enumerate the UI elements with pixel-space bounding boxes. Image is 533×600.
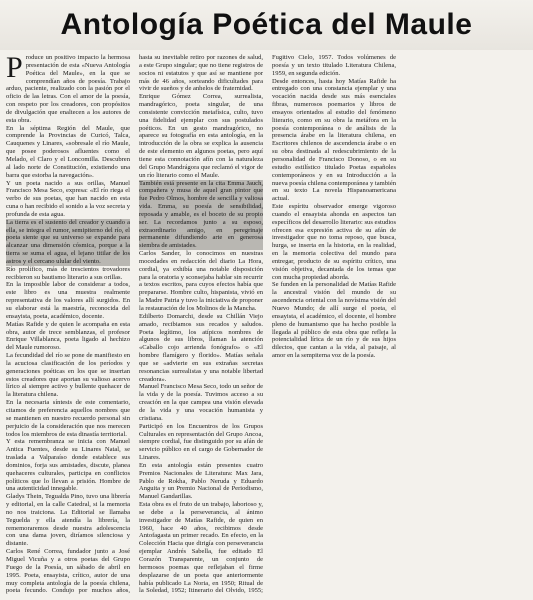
article-paragraph: Se funden en la personalidad de Matías Rafide la ancestral visión del mundo de su ascendencia oriental con la novísima visión del Nuevo Mundo; de allí surge el poeta, el ensayista, el académico, el docente, el hombre pleno de humanismo que ha hecho posible la llegada al público de esta obra que refleja la potencialidad lírica de un río y de sus hijos dilectos, que cantan a la vida, al paisaje, al amor en la sempiterna voz de la poesía. bbox=[272, 281, 396, 360]
article-paragraph: En la necesaria síntesis de este comentario, citamos de preferencia aquellos nombres que se mantienen en nuestro recuerdo personal sin perjuicio de la consideración que nos merecen todos los miembros de esta dinastía territorial. bbox=[6, 399, 130, 438]
article-paragraph: En la séptima Región del Maule, que comprende la Provincias de Curicó, Talca, Cauquenes y Linares, «sobresale el río Maule, que posee poderosos afluentes como el Melado, el Claro y el Loncomilla. Descubren al lado norte de Constitución, existiendo una barra que estorba la navegación». bbox=[6, 124, 130, 179]
article-paragraph: Carlos Sander, lo conocimos en nuestras mocedades en redacción del diario La Hora, cordial, ya exhibía una notable disposición para la oratoria y sconsejaba hablar sin recurrir a textos escritos, para cuyos efectos había que prepararse. Hombre culto, hispanista, vivió en la Madre Patria y tuvo la iniciativa de proponer la restauración de los Molinos de la Mancha. bbox=[139, 250, 263, 312]
article-paragraph: Edilberto Domarchi, desde su Chillán Viejo amado, recibiamos sus recados y saludos. Poeta legítimo, los atípicos nombres de algunos de sus libros, llaman la atención «Caballo cojo arrienda fonógrafo» o «El hombre flamígero y florido». Matías señala que se «advierte en sus extrañas secretas resonancias surrealistas y una notable libertad creadora». bbox=[139, 312, 263, 383]
article-paragraph: La fecundidad del río se pone de manifiesto en la acuciosa clasificación de los períodos y generaciones poéticas en los que se insertan estos creadores que aportan su valioso acervo lírico al siempre activo y bullente quehacer de la literatura chilena. bbox=[6, 352, 130, 399]
headline: Antología Poética del Maule bbox=[0, 0, 533, 50]
article-paragraph: Produce un positivo impacto la hermosa presentación de esta «Nueva Antología Poética del Maule», en la que se comprendían años de poesía. Trabajo arduo, paciente, realizado con la pasión por el oficio de las letras. Con el amor de la poesía, con respeto por los creadores, con propósitos de divulgación que enaltecen a los autores de esta obra. bbox=[6, 54, 130, 124]
article-paragraph: Manuel Francisco Mesa Seco, todo un señor de la vida y de la poesía. Tuvimos acceso a su creación en la que campea una visión elevada de la vida y una vocación humanista y cristiana. bbox=[139, 383, 263, 422]
article-paragraph: En la imposible labor de considerar a todos, este libro es una muestra realmente representativa de los valores allí surgidos. En su elaborar está la maestría, reconocida del ensayista, poeta, académico, docente. bbox=[6, 281, 130, 320]
article-paragraph: Este espíritu observador emerge vigoroso cuando el ensayista ahonda en aspectos tan específicos del desarrollo literario: sus estudios ofrecen esa expresión activa de su afán de investigador que no toma reposo, que busca, hurga, se inserta en la historia, en la realidad, en la memoria colectiva del mundo para entregar, producto de su espíritu crítico, una visión objetiva, decantada de los temas que con mucha propiedad aborda. bbox=[272, 203, 396, 281]
article-paragraph: También está presente en la cita Emma Jauch, compañera y musa de aquel gran pintor que fue Pedro Olmos, hombre de sencilla y valiosa vida. Emma, su poesía de sensibilidad, reposada y amable, es el boceto de su propio ser. La recordamos junto a su esposo, extraordinario amigo, en peregrinaje permanente difundiendo arte en generosa siembra de amistades. bbox=[139, 179, 263, 250]
article-paragraph: Gladys Thein, Tegualda Pino, tuvo una librería y editorial, en la calle Catedral, si la memoria no nos traiciona. La Editorial se llamaba Teguelda y ella atendía la librería, la rememoraremos desde nuestra adolescencia con una dama joven, diríamos silenciosa y distante. bbox=[6, 493, 130, 548]
article-paragraph: Y un poeta nacido a sus orillas, Manuel Francisco Mesa Seco, expresa: «El río riega el verbo de sus poetas, que han nacido en esta cuna o han recibido el sonido a la voz secreta y profunda de esta agua. bbox=[6, 179, 130, 218]
article-paragraph: Carlos René Correa, fundador junto a José Miguel Vicuña y a otros poetas del Grupo Fuego de la Poesía, un sábado de abril en 1995. Poeta, ensayista, crítico, autor de una muy completa antología de la poesía chilena, poeta fecundo. Condujo por muchos años, hasta su inevitable retiro por razones de salud, a este Grupo singular; que no tiene registros de socios ni estatutos y que así se mantiene por más de 46 años, sorteando dificultades para vivir de sueños y de anhelos de fraternidad. bbox=[6, 54, 263, 595]
article-paragraph: Esta obra es el fruto de un trabajo, laborioso y, se debe a la perseverancia, al ánimo investigador de Matías Rafide, de quien en 1960, hace 40 años, recibimos desde Antofagasta un primer recado. En efecto, en la Colección Hacia que dirigía con perseverancia ejemplar Andrés Sabella, fue editado El Corazón Transparente, un conjunto de hermosos poemas que reflejaban el firme desplazarse de un poeta que anteriormente había publicado La Noria, en 1950; Ritual de la Soledad, 1952; Itinerario del Olvido, 1955; Fugitivo Cielo, 1957. Todos volúmenes de poesía y un texto titulado Literatura Chilena, 1959, en segunda edición. bbox=[139, 54, 396, 595]
article-paragraph: En esta antología están presentes cuatro Premios Nacionales de Literatura: Max Jara, Pablo de Rokha, Pablo Neruda y Eduardo Anguita y un Premio Nacional de Periodismo, Manuel Gandarillas. bbox=[139, 461, 263, 501]
article-paragraph: Enrique Gómez Correa, surrealista, mandragórico, poeta singular, de una consistente convicción metafísica, culto, tuvo una fidelidad ejemplar con sus postulados poéticos. En un gesto mandragórico, no aparece su fotografía en esta antología, en la introducción de la obra se explica la ausencia de este elemento en algunos poetas, pero aquí tiene esta connotación afín con la naturaleza del Grupo Mandrágora que reclamó el vigor de un río literario como el Maule. bbox=[139, 93, 263, 179]
drop-cap: P bbox=[6, 54, 23, 84]
article-paragraph: Desde entonces, hasta hoy Matías Rafide ha entregado con una constancia ejemplar y una vocación nacida desde sus más esenciales fibras, numerosos poemarios y libros de ensayos orientados al estudio del fenómeno literario, como en su obra la metáfora en la poesía contemporánea o de análisis de la presencia árabe en la literatura chilena, en Escritores chilenos de ascendencia árabe o en su obra destinada al redescubrimiento de la personalidad de Francisco Donoso, o en su estudio estilístico titulado Poetas españoles contemporáneos y en su Introducción a la nueva poesía chilena contemporánea y también en su texto La novela Hispanoamericana actual. bbox=[272, 77, 396, 203]
article-paragraph: Participó en los Encuentros de los Grupos Culturales en representación del Grupo Ancoa, siempre cordial, fue distinguido por su afán de servicio público en el cargo de Gobernador de Linares. bbox=[139, 422, 263, 462]
article-paragraph: Matías Rafide y de quien le acompaña en esta obra, autor de trece semblanzas, el profesor Enrique Villablanca, poeta ligado al hechizo del Maule rumoroso. bbox=[6, 320, 130, 352]
article-paragraph: Río prolífico, más de trescientos trovadores recibieron su bautismo literario a sus orillas. bbox=[6, 265, 130, 281]
article-paragraph: Y esta remembranza se inicia con Manuel Antica Fuentes, desde su Linares Natal, se traslada a Valparaíso donde establece sus dominios, forja sus amistades, discute, planea quehaceres culturales, participa en conflictos políticos que lo llevan a prisión. Hombre de una autenticidad innegable. bbox=[6, 438, 130, 493]
article-paragraph: La tierra es el sustento del creador y cuando a ella, se integra el rumor, semipiterno del río, el poeta siente que su universo se expande para alcanzar una dimensión cósmica, porque a la tierra se suma el agua, el lejano titilar de los astros y el cercano ulular del viento. bbox=[6, 218, 130, 265]
article-body bbox=[6, 54, 529, 598]
